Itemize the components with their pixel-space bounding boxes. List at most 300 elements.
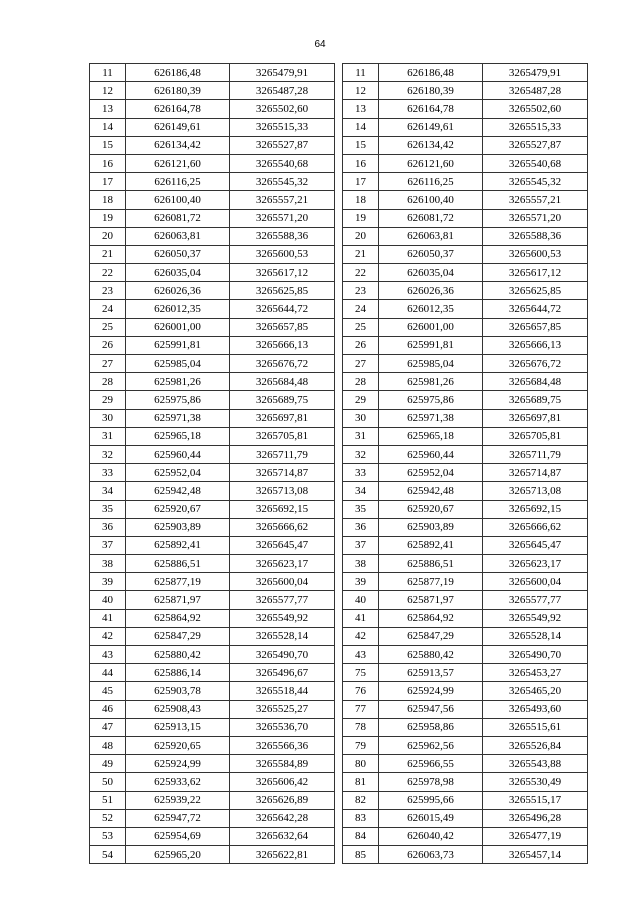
table-row: [343, 609, 588, 627]
table-row: [90, 555, 335, 573]
table-row: [90, 318, 335, 336]
y-coordinate-cell: 3265515,61: [483, 718, 588, 736]
y-coordinate-cell: 3265528,14: [483, 627, 588, 645]
table-row: [343, 827, 588, 845]
x-coordinate-cell: 625954,69: [126, 827, 230, 845]
table-row: [343, 373, 588, 391]
point-number-cell: 25: [343, 318, 379, 336]
y-coordinate-cell: 3265557,21: [230, 191, 335, 209]
x-coordinate-cell: 625877,19: [379, 573, 483, 591]
x-coordinate-cell: 626012,35: [126, 300, 230, 318]
y-coordinate-cell: 3265644,72: [483, 300, 588, 318]
x-coordinate-cell: 625924,99: [379, 682, 483, 700]
table-row: [343, 245, 588, 263]
point-number-cell: 34: [343, 482, 379, 500]
x-coordinate-cell: 625877,19: [126, 573, 230, 591]
x-coordinate-cell: 625864,92: [379, 609, 483, 627]
table-row: [90, 82, 335, 100]
x-coordinate-cell: 625871,97: [126, 591, 230, 609]
y-coordinate-cell: 3265588,36: [230, 227, 335, 245]
point-number-cell: 75: [343, 664, 379, 682]
x-coordinate-cell: 625880,42: [379, 646, 483, 664]
point-number-cell: 32: [343, 445, 379, 463]
y-coordinate-cell: 3265566,36: [230, 736, 335, 754]
table-row: [90, 700, 335, 718]
point-number-cell: 19: [343, 209, 379, 227]
y-coordinate-cell: 3265515,17: [483, 791, 588, 809]
point-number-cell: 30: [90, 409, 126, 427]
point-number-cell: 39: [343, 573, 379, 591]
x-coordinate-cell: 625920,67: [126, 500, 230, 518]
x-coordinate-cell: 626063,81: [379, 227, 483, 245]
point-number-cell: 35: [343, 500, 379, 518]
point-number-cell: 41: [343, 609, 379, 627]
x-coordinate-cell: 626026,36: [126, 282, 230, 300]
x-coordinate-cell: 625903,78: [126, 682, 230, 700]
x-coordinate-cell: 625924,99: [126, 755, 230, 773]
x-coordinate-cell: 626121,60: [126, 154, 230, 172]
point-number-cell: 85: [343, 846, 379, 864]
point-number-cell: 52: [90, 809, 126, 827]
point-number-cell: 36: [343, 518, 379, 536]
x-coordinate-cell: 625971,38: [379, 409, 483, 427]
table-row: [90, 500, 335, 518]
x-coordinate-cell: 626116,25: [126, 173, 230, 191]
table-row: [90, 846, 335, 864]
point-number-cell: 16: [90, 154, 126, 172]
point-number-cell: 45: [90, 682, 126, 700]
table-row: [343, 646, 588, 664]
x-coordinate-cell: 626149,61: [126, 118, 230, 136]
point-number-cell: 18: [90, 191, 126, 209]
x-coordinate-cell: 625966,55: [379, 755, 483, 773]
y-coordinate-cell: 3265689,75: [483, 391, 588, 409]
table-row: [90, 736, 335, 754]
point-number-cell: 81: [343, 773, 379, 791]
point-number-cell: 34: [90, 482, 126, 500]
point-number-cell: 23: [343, 282, 379, 300]
table-row: [343, 227, 588, 245]
y-coordinate-cell: 3265526,84: [483, 736, 588, 754]
point-number-cell: 54: [90, 846, 126, 864]
table-row: [90, 755, 335, 773]
y-coordinate-cell: 3265536,70: [230, 718, 335, 736]
point-number-cell: 50: [90, 773, 126, 791]
x-coordinate-cell: 625886,51: [126, 555, 230, 573]
x-coordinate-cell: 626134,42: [379, 136, 483, 154]
x-coordinate-cell: 625892,41: [379, 536, 483, 554]
y-coordinate-cell: 3265666,13: [483, 336, 588, 354]
table-row: [343, 627, 588, 645]
y-coordinate-cell: 3265625,85: [230, 282, 335, 300]
table-row: [343, 809, 588, 827]
y-coordinate-cell: 3265502,60: [483, 100, 588, 118]
y-coordinate-cell: 3265713,08: [230, 482, 335, 500]
table-row: [343, 536, 588, 554]
y-coordinate-cell: 3265705,81: [230, 427, 335, 445]
table-row: [90, 118, 335, 136]
table-row: [90, 718, 335, 736]
x-coordinate-cell: 625960,44: [379, 445, 483, 463]
x-coordinate-cell: 625942,48: [379, 482, 483, 500]
x-coordinate-cell: 625960,44: [126, 445, 230, 463]
y-coordinate-cell: 3265515,33: [483, 118, 588, 136]
x-coordinate-cell: 625965,20: [126, 846, 230, 864]
table-row: [343, 409, 588, 427]
table-row: [90, 336, 335, 354]
point-number-cell: 11: [343, 64, 379, 82]
y-coordinate-cell: 3265714,87: [230, 464, 335, 482]
table-row: [343, 282, 588, 300]
point-number-cell: 22: [90, 264, 126, 282]
point-number-cell: 33: [90, 464, 126, 482]
y-coordinate-cell: 3265600,53: [483, 245, 588, 263]
y-coordinate-cell: 3265684,48: [230, 373, 335, 391]
point-number-cell: 44: [90, 664, 126, 682]
y-coordinate-cell: 3265453,27: [483, 664, 588, 682]
point-number-cell: 41: [90, 609, 126, 627]
table-row: [343, 100, 588, 118]
y-coordinate-cell: 3265496,28: [483, 809, 588, 827]
table-row: [343, 355, 588, 373]
table-row: [90, 809, 335, 827]
point-number-cell: 43: [343, 646, 379, 664]
y-coordinate-cell: 3265549,92: [483, 609, 588, 627]
x-coordinate-cell: 625920,65: [126, 736, 230, 754]
table-row: [90, 373, 335, 391]
y-coordinate-cell: 3265645,47: [483, 536, 588, 554]
table-row: [90, 409, 335, 427]
point-number-cell: 38: [343, 555, 379, 573]
point-number-cell: 29: [343, 391, 379, 409]
y-coordinate-cell: 3265676,72: [230, 355, 335, 373]
point-number-cell: 19: [90, 209, 126, 227]
point-number-cell: 37: [343, 536, 379, 554]
x-coordinate-cell: 626050,37: [126, 245, 230, 263]
point-number-cell: 20: [343, 227, 379, 245]
table-row: [90, 482, 335, 500]
y-coordinate-cell: 3265540,68: [230, 154, 335, 172]
y-coordinate-cell: 3265666,62: [483, 518, 588, 536]
x-coordinate-cell: 626186,48: [379, 64, 483, 82]
point-number-cell: 21: [343, 245, 379, 263]
x-coordinate-cell: 625920,67: [379, 500, 483, 518]
point-number-cell: 48: [90, 736, 126, 754]
point-number-cell: 32: [90, 445, 126, 463]
table-row: [343, 82, 588, 100]
x-coordinate-cell: 625903,89: [379, 518, 483, 536]
table-row: [343, 573, 588, 591]
y-coordinate-cell: 3265545,32: [230, 173, 335, 191]
table-row: [343, 64, 588, 82]
table-row: [343, 555, 588, 573]
x-coordinate-cell: 625975,86: [379, 391, 483, 409]
y-coordinate-cell: 3265689,75: [230, 391, 335, 409]
y-coordinate-cell: 3265623,17: [483, 555, 588, 573]
point-number-cell: 14: [343, 118, 379, 136]
table-row: [90, 154, 335, 172]
x-coordinate-cell: 625991,81: [379, 336, 483, 354]
x-coordinate-cell: 625985,04: [379, 355, 483, 373]
table-row: [90, 300, 335, 318]
y-coordinate-cell: 3265557,21: [483, 191, 588, 209]
point-number-cell: 53: [90, 827, 126, 845]
y-coordinate-cell: 3265465,20: [483, 682, 588, 700]
point-number-cell: 40: [90, 591, 126, 609]
y-coordinate-cell: 3265600,04: [230, 573, 335, 591]
point-number-cell: 13: [90, 100, 126, 118]
point-number-cell: 82: [343, 791, 379, 809]
table-row: [343, 191, 588, 209]
point-number-cell: 13: [343, 100, 379, 118]
y-coordinate-cell: 3265479,91: [230, 64, 335, 82]
y-coordinate-cell: 3265588,36: [483, 227, 588, 245]
table-row: [90, 646, 335, 664]
table-row: [90, 245, 335, 263]
y-coordinate-cell: 3265487,28: [230, 82, 335, 100]
y-coordinate-cell: 3265549,92: [230, 609, 335, 627]
x-coordinate-cell: 625985,04: [126, 355, 230, 373]
y-coordinate-cell: 3265502,60: [230, 100, 335, 118]
x-coordinate-cell: 625952,04: [379, 464, 483, 482]
x-coordinate-cell: 626116,25: [379, 173, 483, 191]
x-coordinate-cell: 626121,60: [379, 154, 483, 172]
y-coordinate-cell: 3265705,81: [483, 427, 588, 445]
x-coordinate-cell: 626180,39: [126, 82, 230, 100]
x-coordinate-cell: 625978,98: [379, 773, 483, 791]
point-number-cell: 80: [343, 755, 379, 773]
x-coordinate-cell: 625892,41: [126, 536, 230, 554]
x-coordinate-cell: 626134,42: [126, 136, 230, 154]
y-coordinate-cell: 3265577,77: [483, 591, 588, 609]
point-number-cell: 12: [343, 82, 379, 100]
x-coordinate-cell: 626081,72: [126, 209, 230, 227]
table-row: [90, 518, 335, 536]
y-coordinate-cell: 3265571,20: [483, 209, 588, 227]
point-number-cell: 28: [90, 373, 126, 391]
x-coordinate-cell: 626040,42: [379, 827, 483, 845]
x-coordinate-cell: 625847,29: [126, 627, 230, 645]
table-row: [90, 827, 335, 845]
y-coordinate-cell: 3265518,44: [230, 682, 335, 700]
point-number-cell: 83: [343, 809, 379, 827]
point-number-cell: 31: [90, 427, 126, 445]
point-number-cell: 27: [90, 355, 126, 373]
table-row: [90, 773, 335, 791]
point-number-cell: 17: [343, 173, 379, 191]
point-number-cell: 33: [343, 464, 379, 482]
table-row: [90, 64, 335, 82]
x-coordinate-cell: 625942,48: [126, 482, 230, 500]
point-number-cell: 20: [90, 227, 126, 245]
point-number-cell: 26: [90, 336, 126, 354]
point-number-cell: 76: [343, 682, 379, 700]
point-number-cell: 49: [90, 755, 126, 773]
y-coordinate-cell: 3265642,28: [230, 809, 335, 827]
y-coordinate-cell: 3265457,14: [483, 846, 588, 864]
x-coordinate-cell: 625933,62: [126, 773, 230, 791]
y-coordinate-cell: 3265584,89: [230, 755, 335, 773]
table-row: [90, 573, 335, 591]
table-row: [343, 427, 588, 445]
table-row: [343, 391, 588, 409]
table-row: [343, 718, 588, 736]
x-coordinate-cell: 625913,15: [126, 718, 230, 736]
x-coordinate-cell: 625971,38: [126, 409, 230, 427]
x-coordinate-cell: 625995,66: [379, 791, 483, 809]
x-coordinate-cell: 626100,40: [379, 191, 483, 209]
point-number-cell: 21: [90, 245, 126, 263]
table-row: [90, 627, 335, 645]
point-number-cell: 42: [90, 627, 126, 645]
x-coordinate-cell: 625958,86: [379, 718, 483, 736]
x-coordinate-cell: 625981,26: [126, 373, 230, 391]
table-row: [343, 773, 588, 791]
y-coordinate-cell: 3265644,72: [230, 300, 335, 318]
point-number-cell: 36: [90, 518, 126, 536]
x-coordinate-cell: 625965,18: [379, 427, 483, 445]
x-coordinate-cell: 626149,61: [379, 118, 483, 136]
x-coordinate-cell: 626035,04: [379, 264, 483, 282]
point-number-cell: 24: [343, 300, 379, 318]
y-coordinate-cell: 3265606,42: [230, 773, 335, 791]
table-row: [90, 191, 335, 209]
x-coordinate-cell: 626081,72: [379, 209, 483, 227]
x-coordinate-cell: 626001,00: [379, 318, 483, 336]
x-coordinate-cell: 625952,04: [126, 464, 230, 482]
y-coordinate-cell: 3265625,85: [483, 282, 588, 300]
table-row: [90, 282, 335, 300]
x-coordinate-cell: 625886,51: [379, 555, 483, 573]
table-row: [343, 336, 588, 354]
y-coordinate-cell: 3265577,77: [230, 591, 335, 609]
table-row: [343, 264, 588, 282]
x-coordinate-cell: 626035,04: [126, 264, 230, 282]
table-row: [90, 536, 335, 554]
page-number: 64: [314, 39, 326, 50]
point-number-cell: 43: [90, 646, 126, 664]
point-number-cell: 78: [343, 718, 379, 736]
y-coordinate-cell: 3265527,87: [483, 136, 588, 154]
x-coordinate-cell: 625939,22: [126, 791, 230, 809]
x-coordinate-cell: 625871,97: [379, 591, 483, 609]
x-coordinate-cell: 626026,36: [379, 282, 483, 300]
table-row: [343, 682, 588, 700]
point-number-cell: 28: [343, 373, 379, 391]
y-coordinate-cell: 3265496,67: [230, 664, 335, 682]
x-coordinate-cell: 626100,40: [126, 191, 230, 209]
x-coordinate-cell: 626180,39: [379, 82, 483, 100]
point-number-cell: 18: [343, 191, 379, 209]
point-number-cell: 46: [90, 700, 126, 718]
y-coordinate-cell: 3265487,28: [483, 82, 588, 100]
x-coordinate-cell: 625947,56: [379, 700, 483, 718]
x-coordinate-cell: 626012,35: [379, 300, 483, 318]
table-row: [343, 755, 588, 773]
table-row: [343, 791, 588, 809]
table-row: [90, 173, 335, 191]
point-number-cell: 14: [90, 118, 126, 136]
right-coordinates-table: [342, 63, 588, 864]
x-coordinate-cell: 625847,29: [379, 627, 483, 645]
y-coordinate-cell: 3265714,87: [483, 464, 588, 482]
y-coordinate-cell: 3265676,72: [483, 355, 588, 373]
table-row: [343, 482, 588, 500]
table-row: [90, 682, 335, 700]
x-coordinate-cell: 626001,00: [126, 318, 230, 336]
y-coordinate-cell: 3265600,04: [483, 573, 588, 591]
y-coordinate-cell: 3265623,17: [230, 555, 335, 573]
x-coordinate-cell: 625981,26: [379, 373, 483, 391]
table-row: [343, 700, 588, 718]
y-coordinate-cell: 3265525,27: [230, 700, 335, 718]
y-coordinate-cell: 3265477,19: [483, 827, 588, 845]
y-coordinate-cell: 3265600,53: [230, 245, 335, 263]
y-coordinate-cell: 3265540,68: [483, 154, 588, 172]
x-coordinate-cell: 626164,78: [126, 100, 230, 118]
table-row: [343, 118, 588, 136]
table-row: [90, 227, 335, 245]
left-coordinates-table: [89, 63, 335, 864]
table-row: [90, 591, 335, 609]
point-number-cell: 25: [90, 318, 126, 336]
table-row: [90, 791, 335, 809]
x-coordinate-cell: 626050,37: [379, 245, 483, 263]
table-row: [343, 500, 588, 518]
table-row: [343, 736, 588, 754]
table-row: [343, 664, 588, 682]
point-number-cell: 37: [90, 536, 126, 554]
table-row: [343, 154, 588, 172]
x-coordinate-cell: 625965,18: [126, 427, 230, 445]
point-number-cell: 24: [90, 300, 126, 318]
point-number-cell: 40: [343, 591, 379, 609]
table-row: [90, 355, 335, 373]
table-row: [90, 427, 335, 445]
table-row: [90, 445, 335, 463]
point-number-cell: 16: [343, 154, 379, 172]
point-number-cell: 30: [343, 409, 379, 427]
x-coordinate-cell: 625864,92: [126, 609, 230, 627]
point-number-cell: 15: [90, 136, 126, 154]
y-coordinate-cell: 3265684,48: [483, 373, 588, 391]
point-number-cell: 23: [90, 282, 126, 300]
point-number-cell: 27: [343, 355, 379, 373]
y-coordinate-cell: 3265666,13: [230, 336, 335, 354]
y-coordinate-cell: 3265617,12: [230, 264, 335, 282]
y-coordinate-cell: 3265571,20: [230, 209, 335, 227]
y-coordinate-cell: 3265713,08: [483, 482, 588, 500]
x-coordinate-cell: 625962,56: [379, 736, 483, 754]
point-number-cell: 22: [343, 264, 379, 282]
x-coordinate-cell: 626063,81: [126, 227, 230, 245]
y-coordinate-cell: 3265545,32: [483, 173, 588, 191]
y-coordinate-cell: 3265490,70: [230, 646, 335, 664]
y-coordinate-cell: 3265666,62: [230, 518, 335, 536]
y-coordinate-cell: 3265490,70: [483, 646, 588, 664]
table-row: [90, 391, 335, 409]
point-number-cell: 38: [90, 555, 126, 573]
x-coordinate-cell: 625880,42: [126, 646, 230, 664]
table-row: [90, 264, 335, 282]
point-number-cell: 84: [343, 827, 379, 845]
x-coordinate-cell: 626164,78: [379, 100, 483, 118]
y-coordinate-cell: 3265697,81: [230, 409, 335, 427]
x-coordinate-cell: 626186,48: [126, 64, 230, 82]
y-coordinate-cell: 3265657,85: [483, 318, 588, 336]
x-coordinate-cell: 625947,72: [126, 809, 230, 827]
point-number-cell: 17: [90, 173, 126, 191]
